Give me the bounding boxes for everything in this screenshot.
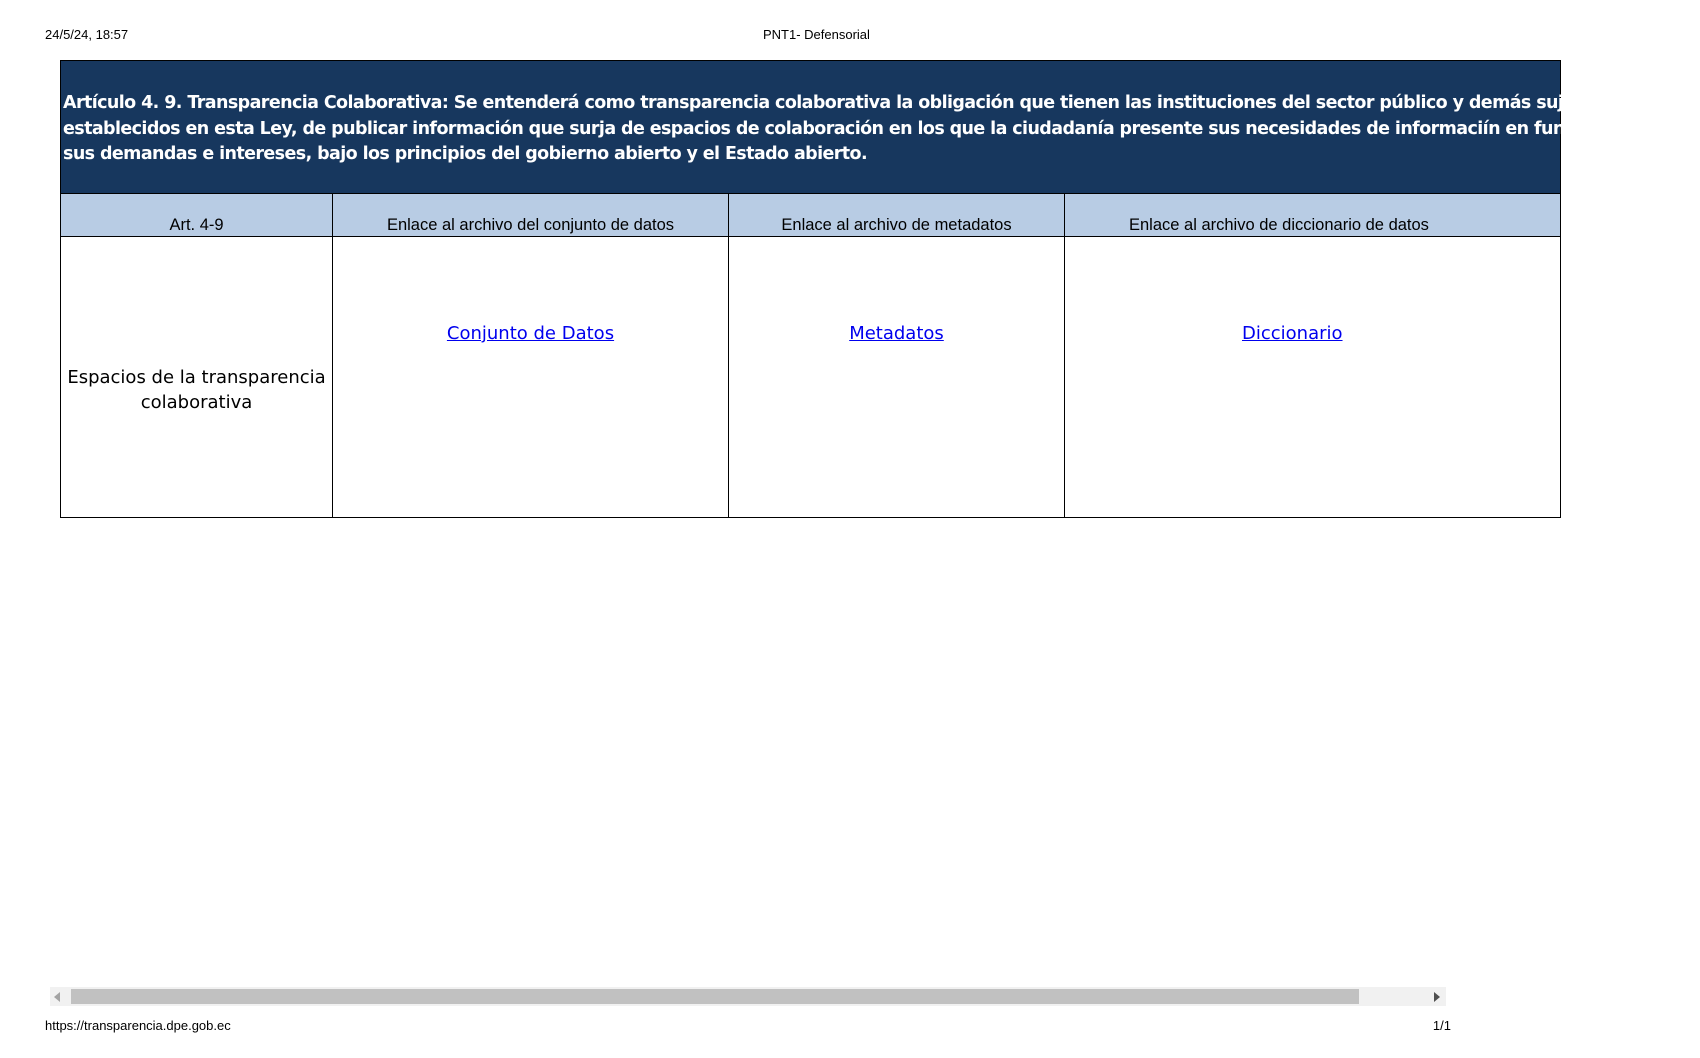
print-date: 24/5/24, 18:57 — [45, 27, 129, 42]
transparency-table — [60, 60, 1700, 518]
scroll-right-arrow-icon[interactable] — [1434, 992, 1440, 1002]
header-dataset-label: Enlace al archivo del conjunto de datos — [386, 216, 675, 234]
transparency-table-viewport — [60, 60, 1700, 435]
header-art-label: Art. 4-9 — [169, 216, 224, 234]
scrollbar-thumb[interactable] — [71, 989, 1359, 1004]
article-line: establecidos en esta Ley, de publicar información que surja de espacios de colaboración en los que la ciudadanía presente sus necesidades de informaciín en función de — [63, 118, 1632, 139]
header-art — [61, 194, 333, 237]
print-page-number: 1/1 — [1432, 1018, 1451, 1033]
article-text — [61, 61, 1700, 168]
header-dictionary — [1065, 194, 1561, 237]
metadata-link[interactable]: Metadatos — [849, 323, 944, 344]
scroll-left-arrow-icon[interactable] — [54, 992, 60, 1002]
dataset-cell — [333, 237, 729, 518]
dictionary-link[interactable]: Diccionario — [1242, 323, 1343, 344]
article-line: sus demandas e intereses, bajo los principios del gobierno abierto y el Estado abierto. — [63, 144, 868, 164]
dataset-link[interactable]: Conjunto de Datos — [446, 323, 615, 344]
horizontal-scrollbar[interactable] — [50, 987, 1446, 1006]
header-dictionary-label: Enlace al archivo de diccionario de datos — [1129, 216, 1429, 234]
print-footer-url: https://transparencia.dpe.gob.ec — [45, 1018, 231, 1033]
article-line: Artículo 4. 9. Transparencia Colaborativa: Se entenderá como transparencia colaborativa la obligación que tienen las instituciones del sector público y demás sujetos obligados — [63, 93, 1700, 113]
header-dataset — [333, 194, 729, 237]
header-metadata-label: Enlace al archivo de metadatos — [781, 216, 1012, 234]
print-title: PNT1- Defensorial — [763, 27, 870, 42]
article-cell — [61, 61, 1700, 194]
metadata-cell — [729, 237, 1065, 518]
header-row — [61, 194, 1561, 237]
article-row — [61, 61, 1561, 194]
row-label: Espacios de la transparencia colaborativa — [61, 237, 333, 518]
dictionary-cell — [1065, 237, 1561, 518]
table-row — [61, 237, 1561, 518]
header-metadata — [729, 194, 1065, 237]
